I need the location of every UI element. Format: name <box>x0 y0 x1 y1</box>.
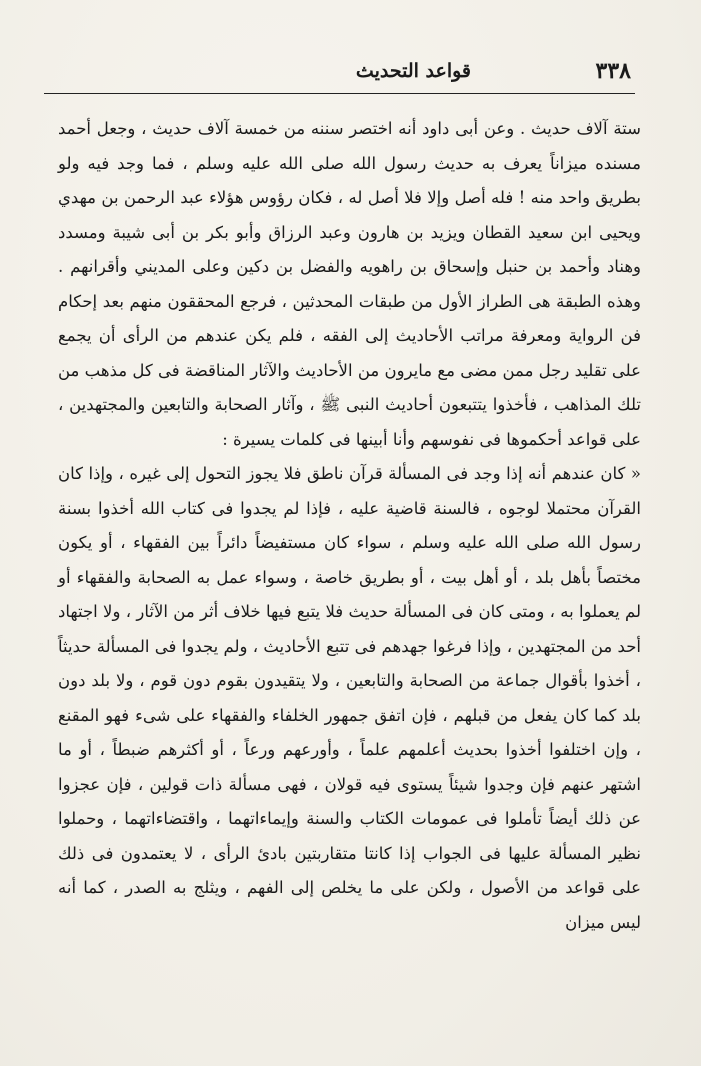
page-number: ٣٣٨ <box>595 58 631 84</box>
paragraph-2-quotation: « كان عندهم أنه إذا وجد فى المسألة قرآن ناطق فلا يجوز التحول إلى غيره ، وإذا كان القرآن محتملا لوجوه ، فالسنة قاضية عليه ، فإذا لم يجدوا فى كتاب الله أخذوا بسنة رسول الله صلى الله عليه وسلم ، سواء كان مستفيضاً دائراً بين الفقهاء ، أو يكون مختصاً بأهل بلد ، أو أهل بيت ، أو بطريق خاصة ، وسواء عمل به الصحابة والفقهاء أو لم يعملوا به ، ومتى كان فى المسألة حديث فلا يتبع فيها خلاف أثر من الآثار ، ولا اجتهاد أحد من المجتهدين ، وإذا فرغوا جهدهم فى تتبع الأحاديث ، ولم يجدوا فى المسألة حديثاً ، أخذوا بأقوال جماعة من الصحابة والتابعين ، ولا يتقيدون بقوم دون قوم ، ولا بلد دون بلد كما كان يفعل من قبلهم ، فإن اتفق جمهور الخلفاء والفقهاء على شىء فهو المقنع ، وإن اختلفوا أخذوا بحديث أعلمهم علماً ، وأورعهم ورعاً ، أو أكثرهم ضبطاً ، أو ما اشتهر عنهم فإن وجدوا شيئاً يستوى فيه قولان ، فهى مسألة ذات قولين ، فإن عجزوا عن ذلك أيضاً تأملوا فى عمومات الكتاب والسنة وإيماءاتهما ، واقتضاءاتهما ، وحملوا نظير المسألة عليها فى الجواب إذا كانتا متقاربتين بادئ الرأى ، لا يعتمدون فى ذلك على قواعد من الأصول ، ولكن على ما يخلص إلى الفهم ، ويثلج به الصدر ، كما أنه ليس ميزان <box>58 464 641 932</box>
header-rule <box>44 93 635 94</box>
running-title: قواعد التحديث <box>355 60 471 82</box>
body-text <box>58 112 641 940</box>
paragraph-1: ستة آلاف حديث . وعن أبى داود أنه اختصر سننه من خمسة آلاف حديث ، وجعل أحمد مسنده ميزاناً يعرف به حديث رسول الله صلى الله عليه وسلم ، فما وجد فيه ولو بطريق واحد منه ! فله أصل وإلا فلا أصل له ، فكان رؤوس هؤلاء عبد الرحمن بن مهدي ويحيى ابن سعيد القطان ويزيد بن هارون وعبد الرزاق وأبو بكر بن أبى شيبة ومسدد وهناد وأحمد بن حنبل وإسحاق بن راهويه والفضل بن دكين وعلى المديني وأقرانهم . وهذه الطبقة هى الطراز الأول من طبقات المحدثين ، فرجع المحققون منهم بعد إحكام فن الرواية ومعرفة مراتب الأحاديث إلى الفقه ، فلم يكن عندهم من الرأى أن يجمع على تقليد رجل ممن مضى مع مايرون من الأحاديث والآثار المناقضة فى كل مذهب من تلك المذاهب ، فأخذوا يتتبعون أحاديث النبى ﷺ ، وآثار الصحابة والتابعين والمجتهدين ، على قواعد أحكموها فى نفوسهم وأنا أبينها فى كلمات يسيرة : <box>58 119 641 449</box>
page-header <box>48 52 631 92</box>
